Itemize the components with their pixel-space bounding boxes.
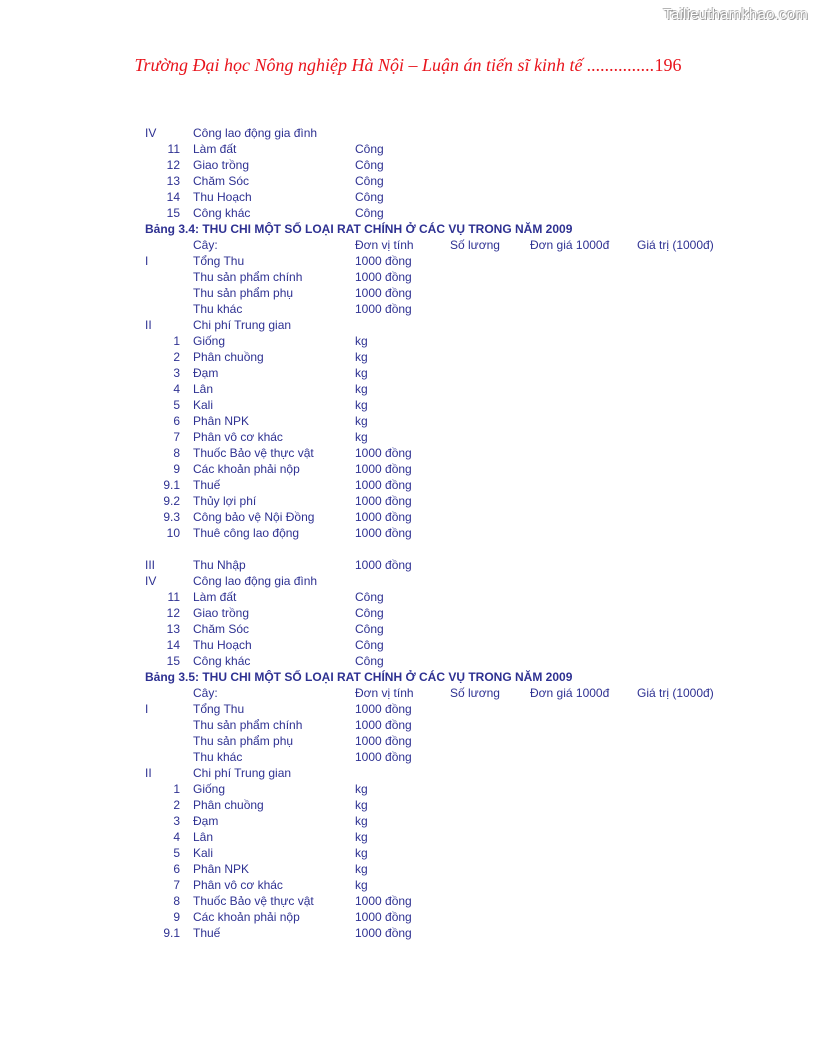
row-unit: Công: [355, 654, 384, 668]
row-code: 3: [173, 814, 180, 828]
row-code: 4: [173, 830, 180, 844]
table-row: [0, 813, 816, 829]
group-name: Công lao động gia đình: [193, 574, 318, 588]
header-title: Trường Đại học Nông nghiệp Hà Nội – Luận án tiến sĩ kinh tế ...............: [134, 55, 655, 75]
row-name: Các khoản phải nộp: [193, 910, 300, 924]
header-unit: Đơn vị tính: [355, 238, 414, 252]
row-unit: 1000 đồng: [355, 734, 412, 748]
row-unit: 1000 đồng: [355, 446, 412, 460]
group-code: IV: [145, 126, 157, 140]
header-crop: Cây:: [193, 238, 218, 252]
row-unit: kg: [355, 350, 368, 364]
group-code: I: [145, 254, 149, 268]
row-code: 1: [173, 782, 180, 796]
row-code: 12: [166, 158, 180, 172]
row-unit: Công: [355, 206, 384, 220]
row-code: 2: [173, 798, 180, 812]
row-name: Phân vô cơ khác: [193, 430, 283, 444]
table-row: [0, 717, 816, 733]
header-quantity: Số lương: [450, 238, 500, 252]
row-name: Các khoản phải nộp: [193, 462, 300, 476]
group-code: II: [145, 318, 152, 332]
row-name: Thuốc Bảo vệ thực vật: [193, 446, 314, 460]
group-name: Chi phí Trung gian: [193, 318, 292, 332]
group-name: Công lao động gia đình: [193, 126, 318, 140]
watermark: Tailieuthamkhao.com: [663, 6, 808, 23]
row-name: Thu Hoạch: [193, 190, 252, 204]
header-unit: Đơn vị tính: [355, 686, 414, 700]
row-name: Thuế: [193, 926, 221, 940]
row-code: 3: [173, 366, 180, 380]
row-unit: kg: [355, 398, 368, 412]
table-row: [0, 845, 816, 861]
row-name: Lân: [193, 830, 214, 844]
header-price: Đơn giá 1000đ: [530, 238, 610, 252]
row-code: 1: [173, 334, 180, 348]
row-code: 15: [166, 206, 180, 220]
row-code: 6: [173, 862, 180, 876]
row-unit: Công: [355, 174, 384, 188]
row-unit: 1000 đồng: [355, 510, 412, 524]
row-name: Làm đất: [193, 142, 237, 156]
row-unit: 1000 đồng: [355, 910, 412, 924]
row-name: Công bảo vệ Nội Đồng: [193, 510, 315, 524]
group-row: [0, 701, 816, 717]
row-unit: Công: [355, 622, 384, 636]
row-unit: 1000 đồng: [355, 494, 412, 508]
row-code: 7: [173, 430, 180, 444]
row-code: 2: [173, 350, 180, 364]
row-code: 9.2: [163, 494, 180, 508]
row-name: Chăm Sóc: [193, 174, 250, 188]
row-name: Phân NPK: [193, 414, 250, 428]
group-row: [0, 573, 816, 589]
row-name: Phân chuồng: [193, 350, 264, 364]
group-unit: 1000 đồng: [355, 254, 412, 268]
document-body: [0, 125, 816, 941]
group-name: Chi phí Trung gian: [193, 766, 292, 780]
table-row: [0, 477, 816, 493]
row-name: Thu khác: [193, 302, 243, 316]
row-name: Thu khác: [193, 750, 243, 764]
row-unit: 1000 đồng: [355, 478, 412, 492]
row-unit: 1000 đồng: [355, 750, 412, 764]
table-row: [0, 365, 816, 381]
page-number: 196: [654, 55, 682, 75]
header-value: Giá trị (1000đ): [637, 686, 714, 700]
row-unit: kg: [355, 830, 368, 844]
row-unit: 1000 đồng: [355, 302, 412, 316]
row-name: Thu sản phẩm chính: [193, 270, 303, 284]
row-code: 10: [166, 526, 180, 540]
group-unit: 1000 đồng: [355, 702, 412, 716]
table-row: [0, 429, 816, 445]
group-row: [0, 125, 816, 141]
row-code: 14: [166, 190, 180, 204]
table-row: [0, 653, 816, 669]
table-row: [0, 285, 816, 301]
table-row: [0, 909, 816, 925]
row-name: Lân: [193, 382, 214, 396]
group-name: Thu Nhập: [193, 558, 246, 572]
row-code: 9: [173, 462, 180, 476]
table-row: [0, 797, 816, 813]
table-row: [0, 829, 816, 845]
page-header: [0, 55, 816, 76]
group-name: Tổng Thu: [193, 254, 245, 268]
row-name: Thuốc Bảo vệ thực vật: [193, 894, 314, 908]
row-unit: Công: [355, 638, 384, 652]
table-row: [0, 781, 816, 797]
row-unit: Công: [355, 142, 384, 156]
row-code: 15: [166, 654, 180, 668]
row-unit: kg: [355, 846, 368, 860]
group-name: Tổng Thu: [193, 702, 245, 716]
table-row: [0, 733, 816, 749]
header-crop: Cây:: [193, 686, 218, 700]
group-row: [0, 557, 816, 573]
table-row: [0, 605, 816, 621]
table-row: [0, 333, 816, 349]
row-unit: kg: [355, 878, 368, 892]
row-name: Kali: [193, 398, 214, 412]
row-name: Giống: [193, 334, 226, 348]
table-row: [0, 269, 816, 285]
table-row: [0, 157, 816, 173]
group-code: II: [145, 766, 152, 780]
row-name: Thuế: [193, 478, 221, 492]
row-unit: 1000 đồng: [355, 270, 412, 284]
table-header: [0, 237, 816, 253]
row-code: 7: [173, 878, 180, 892]
row-unit: kg: [355, 782, 368, 796]
row-name: Giao trồng: [193, 606, 250, 620]
row-name: Đạm: [193, 366, 219, 380]
row-unit: kg: [355, 414, 368, 428]
row-name: Công khác: [193, 206, 251, 220]
table-header: [0, 685, 816, 701]
table-row: [0, 349, 816, 365]
row-code: 4: [173, 382, 180, 396]
row-code: 9.1: [163, 478, 180, 492]
table-row: [0, 205, 816, 221]
row-unit: Công: [355, 158, 384, 172]
row-name: Kali: [193, 846, 214, 860]
row-name: Phân vô cơ khác: [193, 878, 283, 892]
table-row: [0, 509, 816, 525]
row-name: Thu sản phẩm chính: [193, 718, 303, 732]
row-name: Giao trồng: [193, 158, 250, 172]
header-quantity: Số lương: [450, 686, 500, 700]
table-row: [0, 925, 816, 941]
spacer: [0, 541, 816, 557]
row-unit: kg: [355, 366, 368, 380]
row-unit: kg: [355, 862, 368, 876]
table-row: [0, 877, 816, 893]
row-name: Phân NPK: [193, 862, 250, 876]
table-row: [0, 141, 816, 157]
row-name: Thủy lợi phí: [193, 494, 257, 508]
row-code: 9.3: [163, 510, 180, 524]
group-row: [0, 317, 816, 333]
table-row: [0, 173, 816, 189]
row-unit: Công: [355, 590, 384, 604]
row-unit: Công: [355, 606, 384, 620]
table-row: [0, 445, 816, 461]
table-row: [0, 621, 816, 637]
table-row: [0, 461, 816, 477]
table-title-text: Bảng 3.4: THU CHI MỘT SỐ LOẠI RAT CHÍNH Ở CÁC VỤ TRONG NĂM 2009: [145, 222, 573, 236]
table-title: [0, 669, 816, 685]
group-unit: 1000 đồng: [355, 558, 412, 572]
table-title-text: Bảng 3.5: THU CHI MỘT SỐ LOẠI RAT CHÍNH Ở CÁC VỤ TRONG NĂM 2009: [145, 670, 573, 684]
row-name: Phân chuồng: [193, 798, 264, 812]
row-code: 13: [166, 174, 180, 188]
row-unit: 1000 đồng: [355, 894, 412, 908]
table-row: [0, 589, 816, 605]
row-code: 14: [166, 638, 180, 652]
table-row: [0, 381, 816, 397]
header-price: Đơn giá 1000đ: [530, 686, 610, 700]
row-code: 11: [167, 590, 180, 604]
table-row: [0, 397, 816, 413]
row-code: 11: [167, 142, 180, 156]
row-name: Giống: [193, 782, 226, 796]
table-row: [0, 749, 816, 765]
row-code: 9: [173, 910, 180, 924]
row-unit: kg: [355, 334, 368, 348]
row-name: Công khác: [193, 654, 251, 668]
row-unit: kg: [355, 798, 368, 812]
row-unit: 1000 đồng: [355, 718, 412, 732]
table-row: [0, 301, 816, 317]
row-name: Đạm: [193, 814, 219, 828]
row-unit: 1000 đồng: [355, 926, 412, 940]
table-row: [0, 525, 816, 541]
table-row: [0, 861, 816, 877]
table-row: [0, 893, 816, 909]
row-unit: 1000 đồng: [355, 286, 412, 300]
row-name: Thu sản phẩm phụ: [193, 734, 294, 748]
row-name: Thu sản phẩm phụ: [193, 286, 294, 300]
row-code: 12: [166, 606, 180, 620]
table-row: [0, 493, 816, 509]
header-value: Giá trị (1000đ): [637, 238, 714, 252]
table-row: [0, 413, 816, 429]
row-unit: kg: [355, 382, 368, 396]
table-row: [0, 637, 816, 653]
table-row: [0, 189, 816, 205]
group-code: III: [145, 558, 156, 572]
row-name: Thu Hoạch: [193, 638, 252, 652]
row-name: Chăm Sóc: [193, 622, 250, 636]
row-unit: kg: [355, 430, 368, 444]
row-unit: 1000 đồng: [355, 462, 412, 476]
row-code: 8: [173, 446, 180, 460]
row-unit: kg: [355, 814, 368, 828]
row-code: 6: [173, 414, 180, 428]
row-code: 13: [166, 622, 180, 636]
group-code: IV: [145, 574, 157, 588]
table-title: [0, 221, 816, 237]
row-code: 8: [173, 894, 180, 908]
row-code: 5: [173, 846, 180, 860]
group-code: I: [145, 702, 149, 716]
row-unit: 1000 đồng: [355, 526, 412, 540]
row-unit: Công: [355, 190, 384, 204]
row-code: 9.1: [163, 926, 180, 940]
group-row: [0, 253, 816, 269]
row-code: 5: [173, 398, 180, 412]
group-row: [0, 765, 816, 781]
row-name: Làm đất: [193, 590, 237, 604]
row-name: Thuê công lao động: [193, 526, 300, 540]
